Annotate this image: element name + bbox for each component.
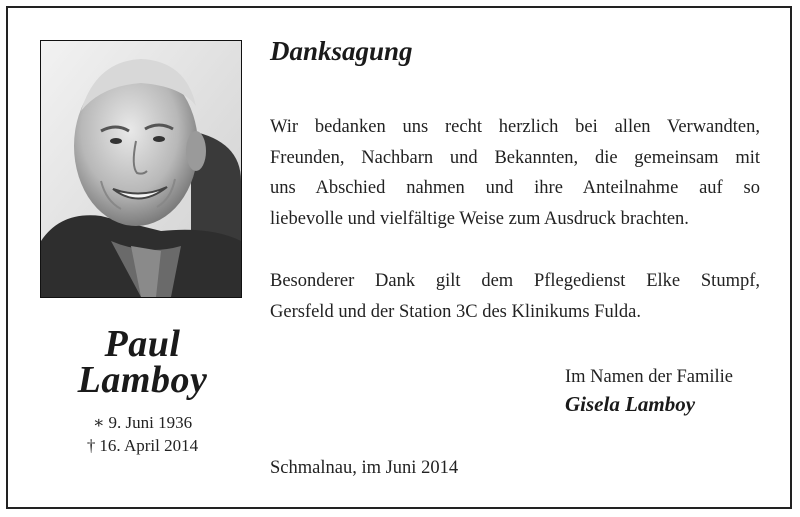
paragraph-line: liebevolle und vielfältige Weise zum Ausdruck brachten. <box>270 208 689 229</box>
paragraph-line: uns Abschied nahmen und ihre Anteilnahme auf so <box>270 178 760 198</box>
paragraph-line: Freunden, Nachbarn und Bekannten, die gemeinsam mit <box>270 147 760 168</box>
paragraph-line: Gersfeld und der Station 3C des Klinikums Fulda. <box>270 301 641 322</box>
portrait-photo <box>40 40 242 298</box>
death-cross-icon: † <box>86 436 96 455</box>
paragraph-line: Wir bedanken uns recht herzlich bei allen Verwandten, <box>270 117 760 137</box>
death-date-line <box>40 434 245 457</box>
deceased-last-name: Lamboy <box>77 359 208 401</box>
special-thanks-paragraph <box>270 266 760 327</box>
birth-star-icon: ∗ <box>92 413 105 432</box>
signature-name: Gisela Lamboy <box>565 392 696 416</box>
thanks-paragraph <box>270 112 760 234</box>
deceased-first-name: Paul <box>104 323 181 365</box>
death-date: 16. April 2014 <box>99 436 199 455</box>
birth-date-line <box>40 411 245 434</box>
paragraph-line: Besonderer Dank gilt dem Pflegedienst Elke Stumpf, <box>270 271 760 291</box>
signature-label: Im Namen der Familie <box>565 367 733 387</box>
birth-date: 9. Juni 1936 <box>108 413 193 432</box>
place-and-date: Schmalnau, im Juni 2014 <box>270 458 459 478</box>
notice-heading: Danksagung <box>270 36 413 66</box>
